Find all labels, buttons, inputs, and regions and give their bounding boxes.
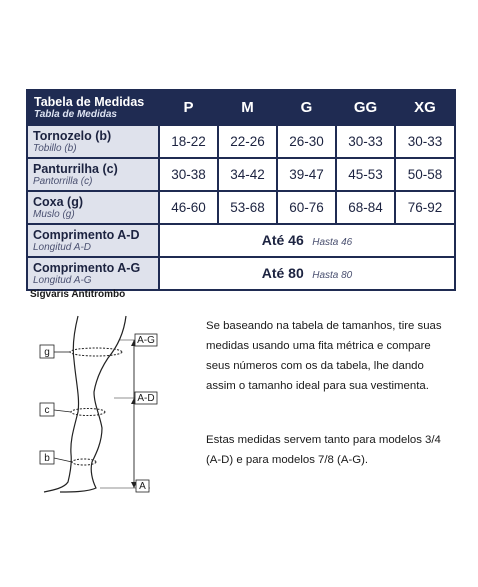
size-header-p: P [159,90,218,125]
brand-name: Sigvaris Antitrombo [30,289,126,300]
table-title-cell [27,90,159,125]
table-cell: 26-30 [277,125,336,158]
table-cell: 22-26 [218,125,277,158]
table-cell: 30-33 [336,125,395,158]
row-label-cell [27,257,159,290]
row-label-cell [27,158,159,191]
size-header-xg: XG [395,90,455,125]
models-paragraph: Estas medidas servem tanto para modelos 3/4 (A-D) e para modelos 7/8 (A-G). [206,434,441,466]
row-label: Comprimento A-G [33,261,141,275]
thigh-band [70,348,122,356]
table-cell: 45-53 [336,158,395,191]
row-sublabel: Longitud A-G [33,275,92,286]
row-label: Coxa (g) [33,195,83,209]
table-cell: 68-84 [336,191,395,224]
length-value: Até 80 [261,264,304,281]
table-cell: 76-92 [395,191,455,224]
table-title: Tabela de Medidas [34,94,145,109]
table-row-ankle [27,125,455,158]
table-cell: 46-60 [159,191,218,224]
row-sublabel: Longitud A-D [33,242,91,253]
table-row-calf [27,158,455,191]
leg-measurement-diagram [30,312,198,498]
length-value-cell [159,224,455,257]
row-sublabel: Muslo (g) [33,209,75,220]
label-ad: A-D [137,393,155,404]
table-row-length-ad [27,224,455,257]
label-b: b [44,453,50,464]
table-cell: 30-33 [395,125,455,158]
table-cell: 30-38 [159,158,218,191]
table-cell: 39-47 [277,158,336,191]
row-label: Tornozelo (b) [33,129,112,143]
row-label: Panturrilha (c) [33,162,118,176]
label-g: g [44,347,50,358]
label-a: A [139,481,146,492]
table-cell: 50-58 [395,158,455,191]
length-value-es: Hasta 46 [312,236,353,248]
size-header-m: M [218,90,277,125]
table-row-thigh [27,191,455,224]
row-label-cell [27,125,159,158]
table-cell: 60-76 [277,191,336,224]
row-label-cell [27,224,159,257]
label-c: c [44,405,50,416]
table-subtitle: Tabla de Medidas [34,108,117,120]
calf-band [71,409,105,416]
table-header-row [27,90,455,125]
length-value-es: Hasta 80 [312,269,353,281]
length-value-cell [159,257,455,290]
size-header-gg: GG [336,90,395,125]
size-header-g: G [277,90,336,125]
table-cell: 34-42 [218,158,277,191]
row-label-cell [27,191,159,224]
table-cell: 53-68 [218,191,277,224]
row-sublabel: Tobillo (b) [33,143,77,154]
label-ag: A-G [137,335,155,346]
size-table [26,89,456,291]
leg-outline-front [60,316,126,492]
table-cell: 18-22 [159,125,218,158]
length-value: Até 46 [261,231,304,248]
instructions-paragraph: Se baseando na tabela de tamanhos, tire suas medidas usando uma fita métrica e compare seus números com os da tabela, lhe dando assim o tamanho ideal para sua vestimenta. [206,320,442,392]
row-sublabel: Pantorrilla (c) [33,176,93,187]
row-label: Comprimento A-D [33,228,140,242]
table-row-length-ag [27,257,455,290]
